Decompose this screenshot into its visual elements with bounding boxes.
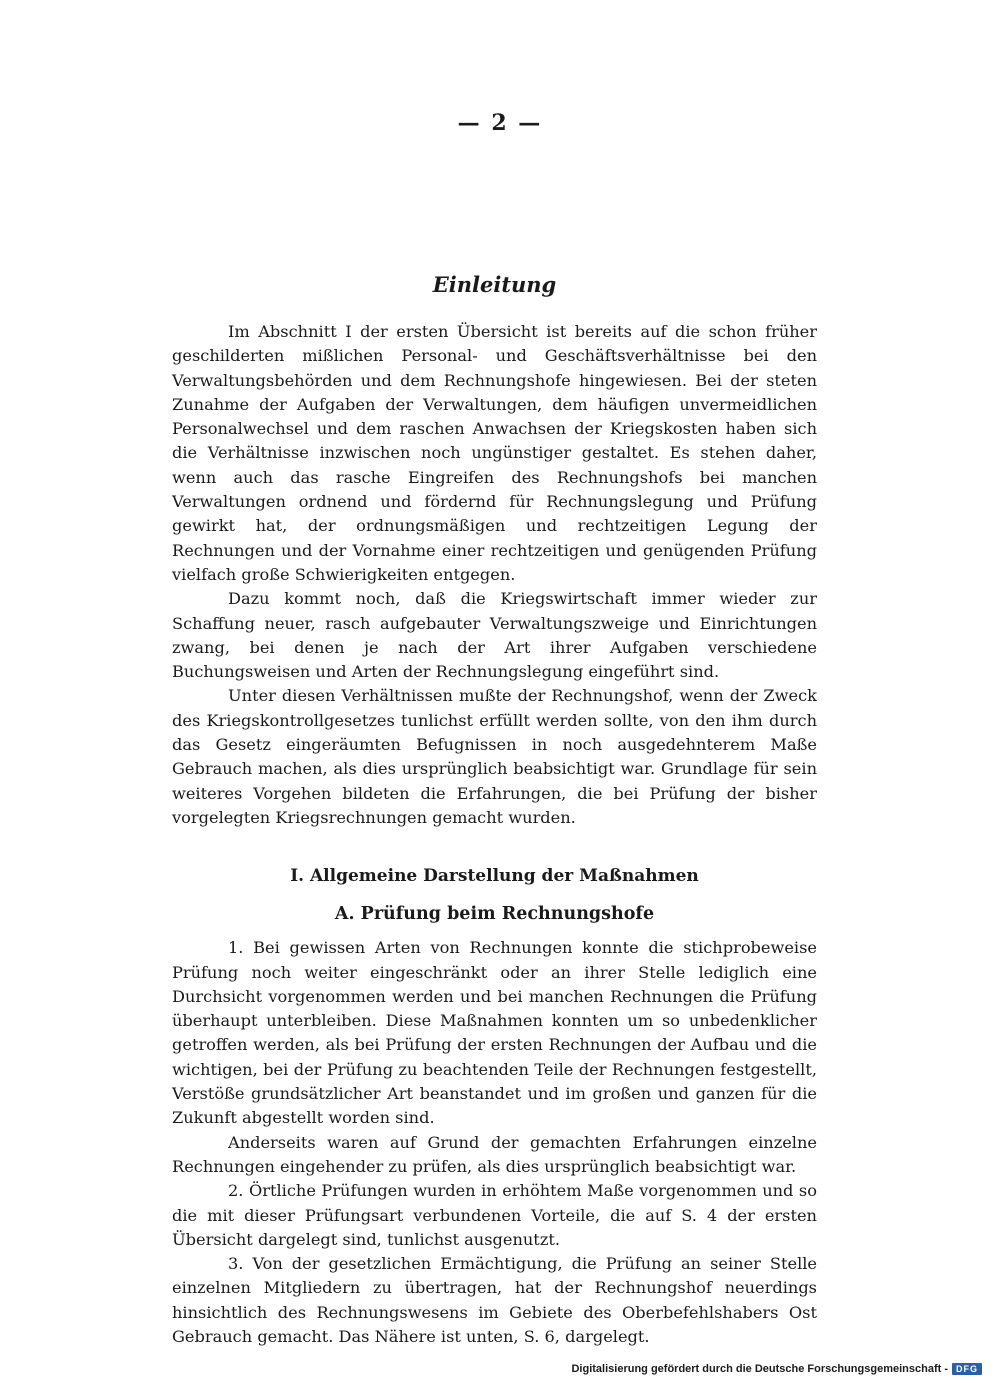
section-heading: I. Allgemeine Darstellung der Maßnahmen xyxy=(290,866,699,887)
dfg-logo: DFG xyxy=(952,1363,982,1375)
page-title: Einleitung xyxy=(432,272,557,297)
intro-paragraph-1: Im Abschnitt I der ersten Übersicht ist bereits auf die schon früher geschilderten mißlichen Personal- und Geschäftsverhältnisse bei den Verwaltungsbehörden und dem Rechnungshofe hingewiesen. Bei der steten Zunahme der Aufgaben der Verwaltungen, dem häufigen unvermeidlichen Personalwechsel und dem raschen Anwachsen der Kriegskosten haben sich die Verhältnisse inzwischen noch ungünstiger gestaltet. Es stehen daher, wenn auch das rasche Eingreifen des Rechnungshofs bei manchen Verwaltungen ordnend und fördernd für Rechnungslegung und Prüfung gewirkt hat, der ordnungsmäßigen und rechtzeitigen Legung der Rechnungen und der Vornahme einer rechtzeitigen und genügenden Prüfung vielfach große Schwierigkeiten entgegen. xyxy=(172,322,817,584)
section-paragraph-4: 3. Von der gesetzlichen Ermächtigung, die Prüfung an seiner Stelle einzelnen Mitgliedern zu übertragen, hat der Rechnungshof neuerdings hinsichtlich des Rechnungswesens im Gebiete des Oberbefehlshabers Ost Gebrauch gemacht. Das Nähere ist unten, S. 6, dargelegt. xyxy=(172,1254,817,1346)
page-number: — 2 — xyxy=(457,110,543,136)
footer-text: Digitalisierung gefördert durch die Deutsche Forschungsgemeinschaft - xyxy=(571,1363,948,1375)
subsection-heading: A. Prüfung beim Rechnungshofe xyxy=(334,904,655,925)
intro-paragraph-2: Dazu kommt noch, daß die Kriegswirtschaft immer wieder zur Schaffung neuer, rasch aufgebauter Verwaltungszweige und Einrichtungen zwang, bei denen je nach der Art ihrer Aufgaben verschiedene Buchungsweisen und Arten der Rechnungslegung eingeführt sind. xyxy=(172,589,817,682)
section-paragraph-3: 2. Örtliche Prüfungen wurden in erhöhtem Maße vorgenommen und so die mit dieser Prüfungsart verbundenen Vorteile, die auf S. 4 der ersten Übersicht dargelegt sind, tunlichst ausgenutzt. xyxy=(172,1181,817,1249)
section-paragraph-1: 1. Bei gewissen Arten von Rechnungen konnte die stichprobeweise Prüfung noch weiter eingeschränkt oder an ihrer Stelle lediglich eine Durchsicht vorgenommen werden und bei manchen Rechnungen die Prüfung überhaupt unterbleiben. Diese Maßnahmen konnten um so unbedenklicher getroffen werden, als bei Prüfung der ersten Rechnungen der Aufbau und die wichtigen, bei der Prüfung zu beachtenden Teile der Rechnungen festgestellt, Verstöße grundsätzlicher Art beanstandet und im großen und ganzen für die Zukunft abgestellt worden sind. xyxy=(172,938,817,1128)
page-content xyxy=(172,270,817,1349)
section-paragraph-2: Anderseits waren auf Grund der gemachten Erfahrungen einzelne Rechnungen eingehender zu prüfen, als dies ursprünglich beabsichtigt war. xyxy=(172,1132,817,1176)
intro-paragraph-3: Unter diesen Verhältnissen mußte der Rechnungshof, wenn der Zweck des Kriegskontrollgesetzes tunlichst erfüllt werden sollte, von den ihm durch das Gesetz eingeräumten Befugnissen in noch ausgedehnterem Maße Gebrauch machen, als dies ursprünglich beabsichtigt war. Grundlage für sein weiteres Vorgehen bildeten die Erfahrungen, die bei Prüfung der bisher vorgelegten Kriegsrechnungen gemacht wurden. xyxy=(172,686,817,827)
digitization-footer xyxy=(571,1363,982,1375)
